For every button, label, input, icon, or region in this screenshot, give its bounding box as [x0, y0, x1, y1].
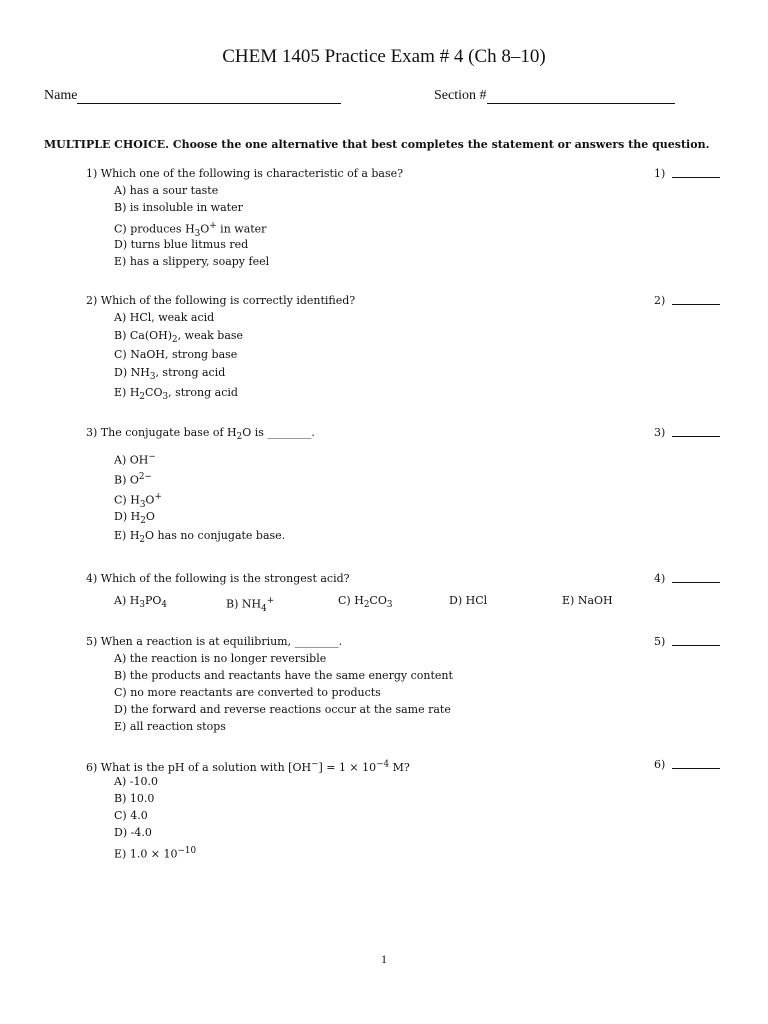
option-e: E) $H_2O$ has no conjugate base. [114, 529, 286, 546]
question-5 [86, 633, 726, 735]
answer-blank[interactable] [672, 436, 720, 437]
answer-number: 3) [654, 426, 666, 439]
answer-number: 1) [654, 167, 666, 180]
question-stem: 6) What is the pH of a solution with $[OH^-] = 1 \times 10^{-4}$ M? [86, 759, 410, 774]
name-blank[interactable] [77, 88, 341, 104]
option-a: A) has a sour taste [114, 184, 219, 197]
option-d: D) HCl [449, 594, 488, 607]
question-stem: 5) When a reaction is at equilibrium, ________. [86, 635, 343, 648]
option-e: E) NaOH [562, 594, 613, 607]
option-d: D) turns blue litmus red [114, 238, 249, 251]
option-b: B) the products and reactants have the same energy content [114, 669, 453, 682]
option-c: C) $H_2CO_3$ [338, 594, 393, 611]
answer-number: 4) [654, 572, 666, 585]
page-number: 1 [381, 952, 387, 966]
option-b: B) is insoluble in water [114, 201, 243, 214]
section-blank[interactable] [487, 88, 675, 104]
option-b: B) $Ca(OH)_2$, weak base [114, 329, 244, 346]
option-a: A) HCl, weak acid [114, 311, 215, 324]
answer-blank[interactable] [672, 768, 720, 769]
option-b: B) $NH_4^+$ [226, 596, 275, 614]
option-a: A) $H_3PO_4$ [114, 594, 167, 611]
answer-number: 6) [654, 758, 666, 771]
option-a: A) OH− [114, 452, 156, 467]
answer-blank[interactable] [672, 582, 720, 583]
question-stem: 2) Which of the following is correctly identified? [86, 294, 356, 307]
option-d: D) the forward and reverse reactions occur at the same rate [114, 703, 451, 716]
option-e: E) all reaction stops [114, 720, 226, 733]
option-e: E) $1.0 \times 10^{-10}$ [114, 846, 197, 861]
answer-blank[interactable] [672, 304, 720, 305]
option-e: E) $H_2CO_3$, strong acid [114, 386, 238, 403]
option-d: D) $H_2O$ [114, 510, 155, 527]
option-c: C) no more reactants are converted to products [114, 686, 381, 699]
option-d: D) -4.0 [114, 826, 152, 839]
section-field[interactable] [434, 88, 675, 104]
question-4 [86, 570, 726, 614]
question-2 [86, 292, 726, 403]
page-title: CHEM 1405 Practice Exam # 4 (Ch 8–10) [222, 46, 546, 67]
option-e: E) has a slippery, soapy feel [114, 255, 270, 268]
option-b: B) $O^{2-}$ [114, 472, 152, 487]
question-1 [86, 165, 726, 270]
option-a: A) -10.0 [114, 775, 158, 788]
answer-number: 2) [654, 294, 666, 307]
question-3 [86, 424, 726, 544]
option-a: A) the reaction is no longer reversible [114, 652, 327, 665]
option-d: D) $NH_3$, strong acid [114, 366, 226, 383]
question-stem: 3) The conjugate base of $H_2O$ is ________. [86, 426, 315, 443]
answer-blank[interactable] [672, 645, 720, 646]
option-b: B) 10.0 [114, 792, 155, 805]
option-c: C) $H_3O^+$ [114, 492, 162, 510]
option-c: C) produces $H_3O^+$ in water [114, 221, 267, 239]
option-c: C) 4.0 [114, 809, 148, 822]
question-stem: 1) Which one of the following is characteristic of a base? [86, 167, 404, 180]
name-label: Name [44, 88, 78, 103]
question-stem: 4) Which of the following is the strongest acid? [86, 572, 350, 585]
option-row [86, 591, 726, 614]
option-c: C) NaOH, strong base [114, 348, 238, 361]
question-6 [86, 756, 726, 861]
answer-blank[interactable] [672, 177, 720, 178]
answer-number: 5) [654, 635, 666, 648]
section-label: Section # [434, 88, 487, 103]
instructions: MULTIPLE CHOICE. Choose the one alternative that best completes the statement or answers the question. [44, 138, 710, 151]
name-field[interactable] [44, 88, 341, 104]
